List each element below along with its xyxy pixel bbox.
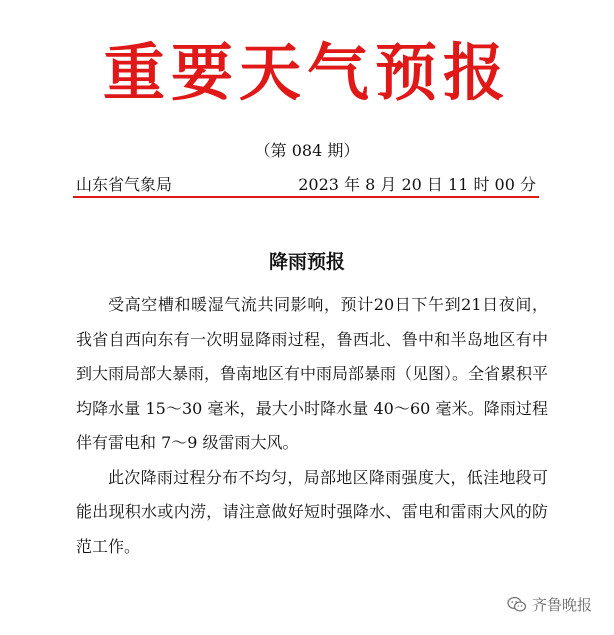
article-body (76, 288, 548, 564)
watermark (507, 594, 592, 615)
red-divider (73, 196, 539, 198)
watermark-text: 齐鲁晚报 (531, 596, 592, 614)
issue-number: （第 084 期） (254, 141, 360, 160)
section-title: 降雨预报 (268, 251, 345, 273)
issue-datetime: 2023 年 8 月 20 日 11 时 00 分 (298, 175, 536, 194)
paragraph: 受高空槽和暖湿气流共同影响，预计20日下午到21日夜间，我省自西向东有一次明显降雨过程，鲁西北、鲁中和半岛地区有中到大雨局部大暴雨，鲁南地区有中雨局部暴雨（见图）。全省累积平均降水量 15～30 毫米，最大小时降水量 40～60 毫米。降雨过程伴有雷电和 7～9 级雷雨大风。 (76, 295, 549, 452)
paragraph: 此次降雨过程分布不均匀，局部地区降雨强度大，低洼地段可能出现积水或内涝，请注意做好短时强降水、雷电和雷雨大风的防范工作。 (76, 467, 548, 556)
wechat-icon (507, 596, 527, 613)
masthead-title: 重要天气预报 (102, 36, 511, 109)
issuer: 山东省气象局 (76, 175, 173, 194)
